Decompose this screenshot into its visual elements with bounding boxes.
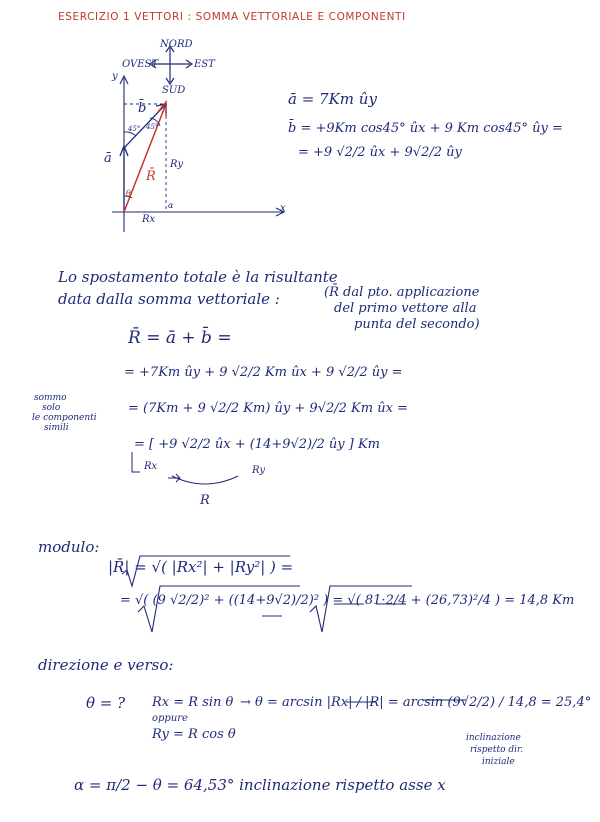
def-b-2: = +9 √2/2 ûx + 9√2/2 ûy xyxy=(298,145,462,160)
oppure-label: oppure xyxy=(152,713,188,724)
modulo-eq-2: = √( (9 √2/2)² + ((14+9√2)/2)² ) = √( 81·2/4 + (26,73)²/4 ) = 14,8 Km xyxy=(120,593,575,608)
theta-equation: → θ = arcsin |Rx| / |R| = arcsin (9√2/2) / 14,8 = 25,4° xyxy=(240,695,592,710)
sum-eq-1: R̄ = ā + b̄ = xyxy=(128,328,232,348)
theta-note-2: rispetto dir. xyxy=(470,745,524,755)
angle-alpha: α xyxy=(168,201,174,210)
sum-eq-2: = +7Km ûy + 9 √2/2 Km ûx + 9 √2/2 ûy = xyxy=(124,365,403,380)
compass-east: EST xyxy=(194,59,215,70)
paren-line-3: punta del secondo) xyxy=(354,317,480,332)
margin-note-3: le componenti xyxy=(32,413,97,423)
axis-y-label: y xyxy=(112,71,118,82)
sum-eq-4: = [ +9 √2/2 ûx + (14+9√2)/2 ûy ] Km xyxy=(134,437,381,452)
modulo-label: modulo: xyxy=(38,538,100,556)
comp-Rx-label: Rx xyxy=(142,214,156,225)
margin-note-1: sommo xyxy=(34,393,67,403)
theta-question: θ = ? xyxy=(86,694,126,712)
modulo-eq-1: |R̄| = √( |Rx²| + |Ry²| ) = xyxy=(108,558,294,576)
axis-x-label: x xyxy=(280,203,286,214)
sum-label-R: R xyxy=(200,493,210,508)
sum-label-Ry: Ry xyxy=(252,465,266,476)
compass-south: SUD xyxy=(162,85,186,96)
theta-note-1: inclinazione xyxy=(466,733,521,743)
sum-label-Rx: Rx xyxy=(144,461,158,472)
paren-line-2: del primo vettore alla xyxy=(334,301,477,316)
alpha-equation: α = π/2 − θ = 64,53° inclinazione rispetto asse x xyxy=(74,776,446,794)
vector-a xyxy=(120,146,128,212)
direzione-label: direzione e verso: xyxy=(38,656,174,674)
page-title: ESERCIZIO 1 VETTORI : SOMMA VETTORIALE E COMPONENTI xyxy=(58,11,406,23)
text-line-2: data dalla somma vettoriale : xyxy=(58,290,280,308)
ry-relation: Ry = R cos θ xyxy=(152,727,236,742)
angle-45-b: 45° xyxy=(146,123,159,131)
theta-note-3: iniziale xyxy=(482,757,515,767)
comp-Ry-label: Ry xyxy=(170,159,184,170)
vector-a-label: ā xyxy=(104,151,112,166)
def-b: b̄ = +9Km cos45° ûx + 9 Km cos45° ûy = xyxy=(288,121,563,136)
angle-45-a: 45° xyxy=(128,125,141,133)
vector-b-label: b̄ xyxy=(138,101,147,116)
margin-note-2: solo xyxy=(42,403,61,413)
angle-theta: θ xyxy=(126,189,131,198)
vector-R-label: R̄ xyxy=(146,169,156,184)
sum-eq-3: = (7Km + 9 √2/2 Km) ûy + 9√2/2 Km ûx = xyxy=(128,401,408,416)
compass-west: OVEST xyxy=(122,59,159,70)
compass-north: NORD xyxy=(160,39,193,50)
paren-line-1: (R̄ dal pto. applicazione xyxy=(324,285,480,300)
def-a: ā = 7Km ûy xyxy=(288,90,377,108)
margin-note-4: simili xyxy=(44,423,69,433)
axes xyxy=(112,76,284,232)
rx-relation: Rx = R sin θ xyxy=(152,695,234,710)
text-line-1: Lo spostamento totale è la risultante xyxy=(58,268,338,286)
